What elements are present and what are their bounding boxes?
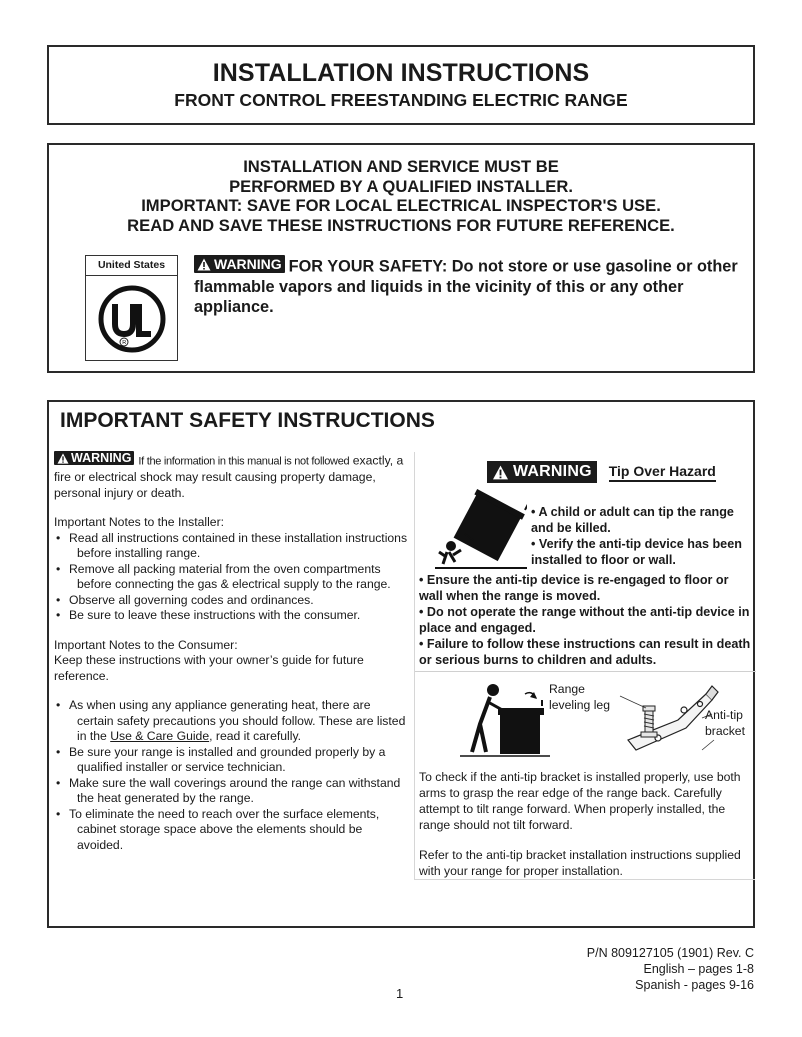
use-care-guide-link: Use & Care Guide <box>110 729 210 743</box>
panel-divider <box>415 671 756 672</box>
tip-over-panel <box>414 452 755 880</box>
flammable-safety-warning <box>194 255 739 317</box>
warning-badge <box>54 451 134 465</box>
installer-notice-heading <box>49 157 753 235</box>
header-box <box>47 45 755 125</box>
consumer-notes-list <box>54 698 409 853</box>
notice-line: INSTALLATION AND SERVICE MUST BE <box>243 157 559 176</box>
list-item: • Make sure the wall coverings around the range can withstand the heat generated by the range. <box>56 775 401 805</box>
footer-info <box>587 945 754 993</box>
safety-notes-column <box>54 451 409 853</box>
list-item: • Verify the anti-tip device has been installed to floor or wall. <box>531 537 742 567</box>
list-item: • Be sure your range is installed and grounded properly by a qualified installer or service technician. <box>56 744 386 774</box>
warning-body-text: exactly, a fire or electrical shock may result causing property damage, personal injury or death. <box>54 453 404 500</box>
page-number: 1 <box>396 986 404 1001</box>
warning-badge-label: WARNING <box>214 255 282 272</box>
ul-logo-icon <box>97 284 167 354</box>
document-subtitle: FRONT CONTROL FREESTANDING ELECTRIC RANGE <box>174 90 628 110</box>
installer-notice-box <box>47 143 755 373</box>
notice-line: IMPORTANT: SAVE FOR LOCAL ELECTRICAL INSPECTOR'S USE. <box>141 196 661 215</box>
list-item: • Do not operate the range without the anti-tip device in place and engaged. <box>419 605 750 635</box>
important-safety-box <box>47 400 755 928</box>
list-item: • As when using any appliance generating heat, there are certain safety precautions you should follow. These are listed in the Use & Care Guide, read it carefully. <box>56 698 406 743</box>
safety-section-title: IMPORTANT SAFETY INSTRUCTIONS <box>60 409 435 432</box>
warning-badge <box>487 461 597 483</box>
warning-triangle-icon <box>492 465 509 480</box>
warning-badge-label: WARNING <box>513 463 592 480</box>
installer-notes-heading: Important Notes to the Installer: <box>54 515 225 529</box>
tip-over-bullets-top <box>531 504 753 568</box>
part-number: P/N 809127105 (1901) Rev. C <box>586 946 754 960</box>
english-pages: English – pages 1-8 <box>643 962 754 976</box>
document-title: INSTALLATION INSTRUCTIONS <box>212 59 590 87</box>
tipping-range-illustration <box>435 482 527 570</box>
list-item: • Read all instructions contained in these installation instructions before installing range. <box>56 530 408 560</box>
warning-badge <box>194 255 285 273</box>
ul-country-label: United States <box>86 256 177 276</box>
leveling-leg-label: Range leveling leg <box>549 682 610 712</box>
warning-lead-text: If the information in this manual is not followed <box>138 455 350 468</box>
tip-over-bullets-bottom <box>419 572 755 668</box>
flammable-safety-text: FOR YOUR SAFETY: Do not store or use gasoline or other flammable vapors and liquids in the vicinity of this or any other appliance. <box>194 257 738 316</box>
list-item: • Observe all governing codes and ordinances. <box>56 592 314 607</box>
notice-line: READ AND SAVE THESE INSTRUCTIONS FOR FUTURE REFERENCE. <box>127 215 675 235</box>
warning-triangle-icon <box>197 258 211 271</box>
consumer-intro: Keep these instructions with your owner’s guide for future reference. <box>54 653 364 683</box>
svg-text:R: R <box>121 340 126 346</box>
safety-warning-paragraph <box>54 451 409 501</box>
tip-over-title: Tip Over Hazard <box>609 463 716 482</box>
warning-triangle-icon <box>57 453 69 464</box>
ul-certification-mark <box>85 255 178 361</box>
warning-badge-label: WARNING <box>71 450 132 465</box>
tip-check-instructions: To check if the anti-tip bracket is installed properly, use both arms to grasp the rear edge of the range back. Carefully attempt to tilt range forward. When properly installed, the range should not tilt forward. <box>419 770 741 832</box>
installer-notes-list <box>54 531 409 624</box>
list-item: • Ensure the anti-tip device is re-engaged to floor or wall when the range is moved. <box>419 573 729 603</box>
list-item: • Be sure to leave these instructions with the consumer. <box>56 608 361 622</box>
list-item: • To eliminate the need to reach over the surface elements, cabinet storage space above the elements should be avoided. <box>56 806 380 852</box>
list-item: • Failure to follow these instructions can result in death or serious burns to children and adults. <box>419 637 751 667</box>
tip-refer-instructions: Refer to the anti-tip bracket installation instructions supplied with your range for proper installation. <box>419 848 741 878</box>
consumer-notes-heading: Important Notes to the Consumer: <box>54 637 238 652</box>
list-item: • A child or adult can tip the range and be killed. <box>531 505 734 535</box>
list-item: • Remove all packing material from the oven compartments before connecting the gas & electrical supply to the range. <box>56 561 391 591</box>
notice-line: PERFORMED BY A QUALIFIED INSTALLER. <box>229 176 573 196</box>
anti-tip-bracket-label: Anti-tip bracket <box>705 708 745 738</box>
spanish-pages: Spanish - pages 9-16 <box>635 978 754 992</box>
